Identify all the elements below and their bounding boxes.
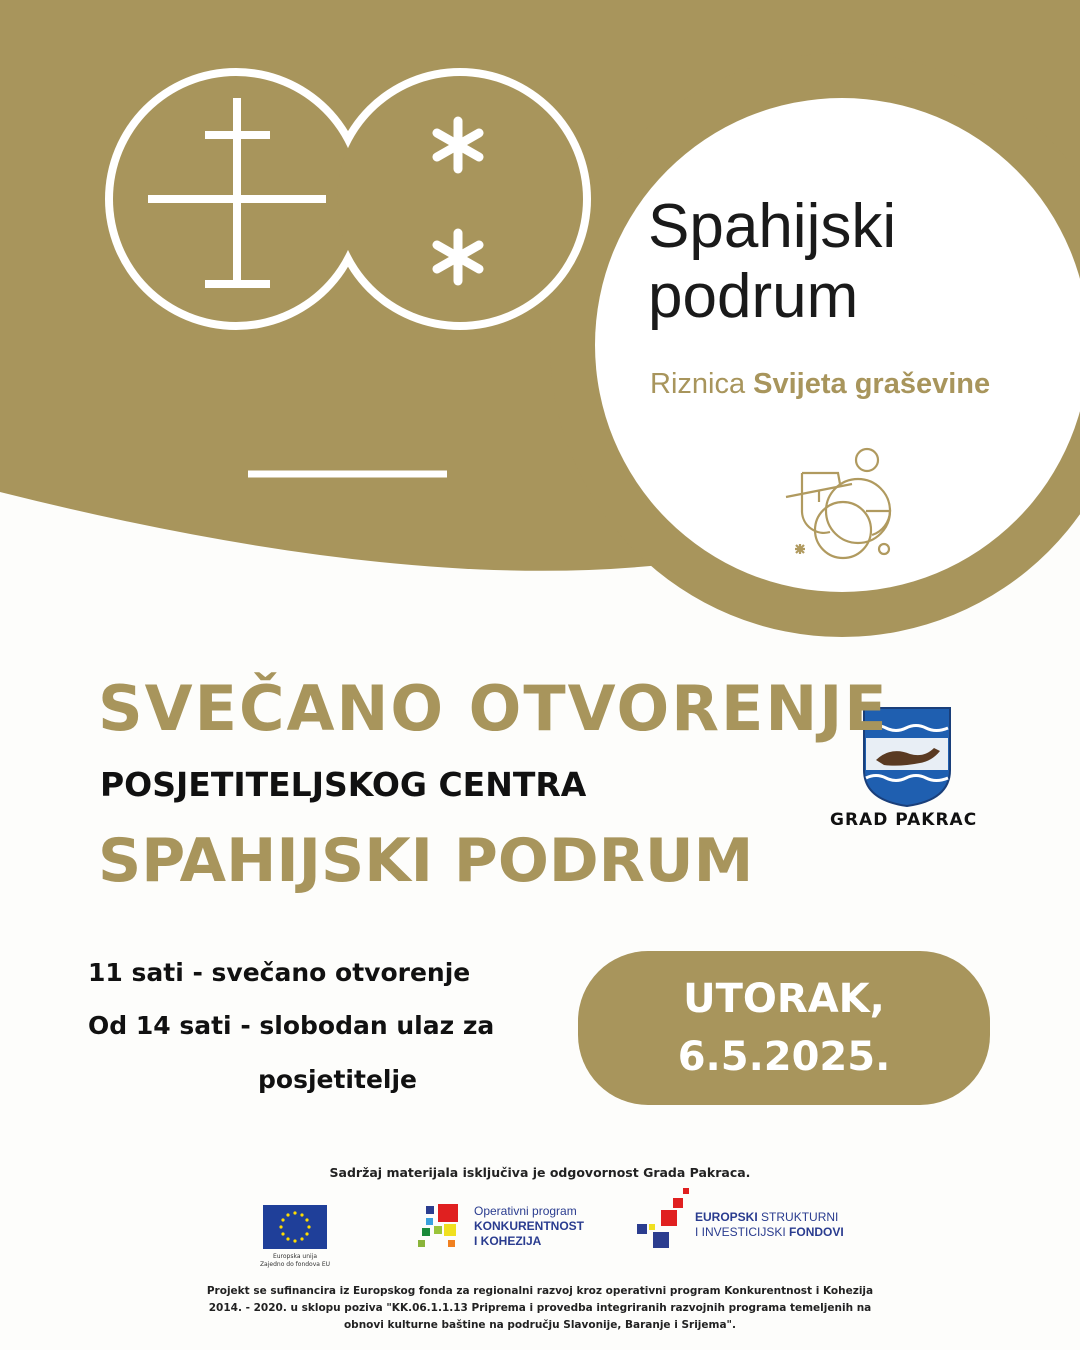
- schedule-item: Od 14 sati - slobodan ulaz za: [88, 1011, 495, 1040]
- op-kk-logo: Operativni program KONKURENTNOST I KOHEZIJA: [418, 1204, 584, 1249]
- city-name: GRAD PAKRAC: [830, 810, 978, 830]
- schedule-item: posjetitelje: [258, 1065, 417, 1094]
- eu-logo: Europska unija Zajedno do fondova EU: [255, 1205, 335, 1269]
- funding-note: Projekt se sufinancira iz Europskog fonda za regionalni razvoj kroz operativni program Konkurentnost i Kohezija 2014. - 2020. u sklopu poziva "KK.06.1.1.13 Priprema i provedba integriranih razvojnih programa temeljenih na obnovi kulturne baštine na području Slavonije, Baranje i Srijema".: [206, 1285, 874, 1331]
- headline-visitor-center: POSJETITELJSKOG CENTRA: [100, 765, 587, 804]
- venue-subtitle: Riznica Svijeta graševine: [650, 368, 991, 400]
- date-badge: [578, 951, 990, 1105]
- date-value: 6.5.2025.: [677, 1034, 891, 1080]
- headline-venue: SPAHIJSKI PODRUM: [98, 826, 754, 896]
- venue-title: Spahijski podrum: [648, 192, 897, 331]
- esif-squares-icon: [635, 1188, 689, 1252]
- responsibility-note: Sadržaj materijala isključiva je odgovornost Grada Pakraca.: [329, 1165, 751, 1180]
- white-circle: [595, 98, 1080, 592]
- date-day: UTORAK,: [683, 976, 885, 1022]
- op-squares-icon: [418, 1204, 460, 1248]
- headline-opening: SVEČANO OTVORENJE: [98, 672, 889, 745]
- eu-flag-icon: [263, 1205, 327, 1249]
- esif-logo: EUROPSKI STRUKTURNI I INVESTICIJSKI FONDOVI: [635, 1188, 844, 1252]
- schedule-item: 11 sati - svečano otvorenje: [88, 958, 471, 987]
